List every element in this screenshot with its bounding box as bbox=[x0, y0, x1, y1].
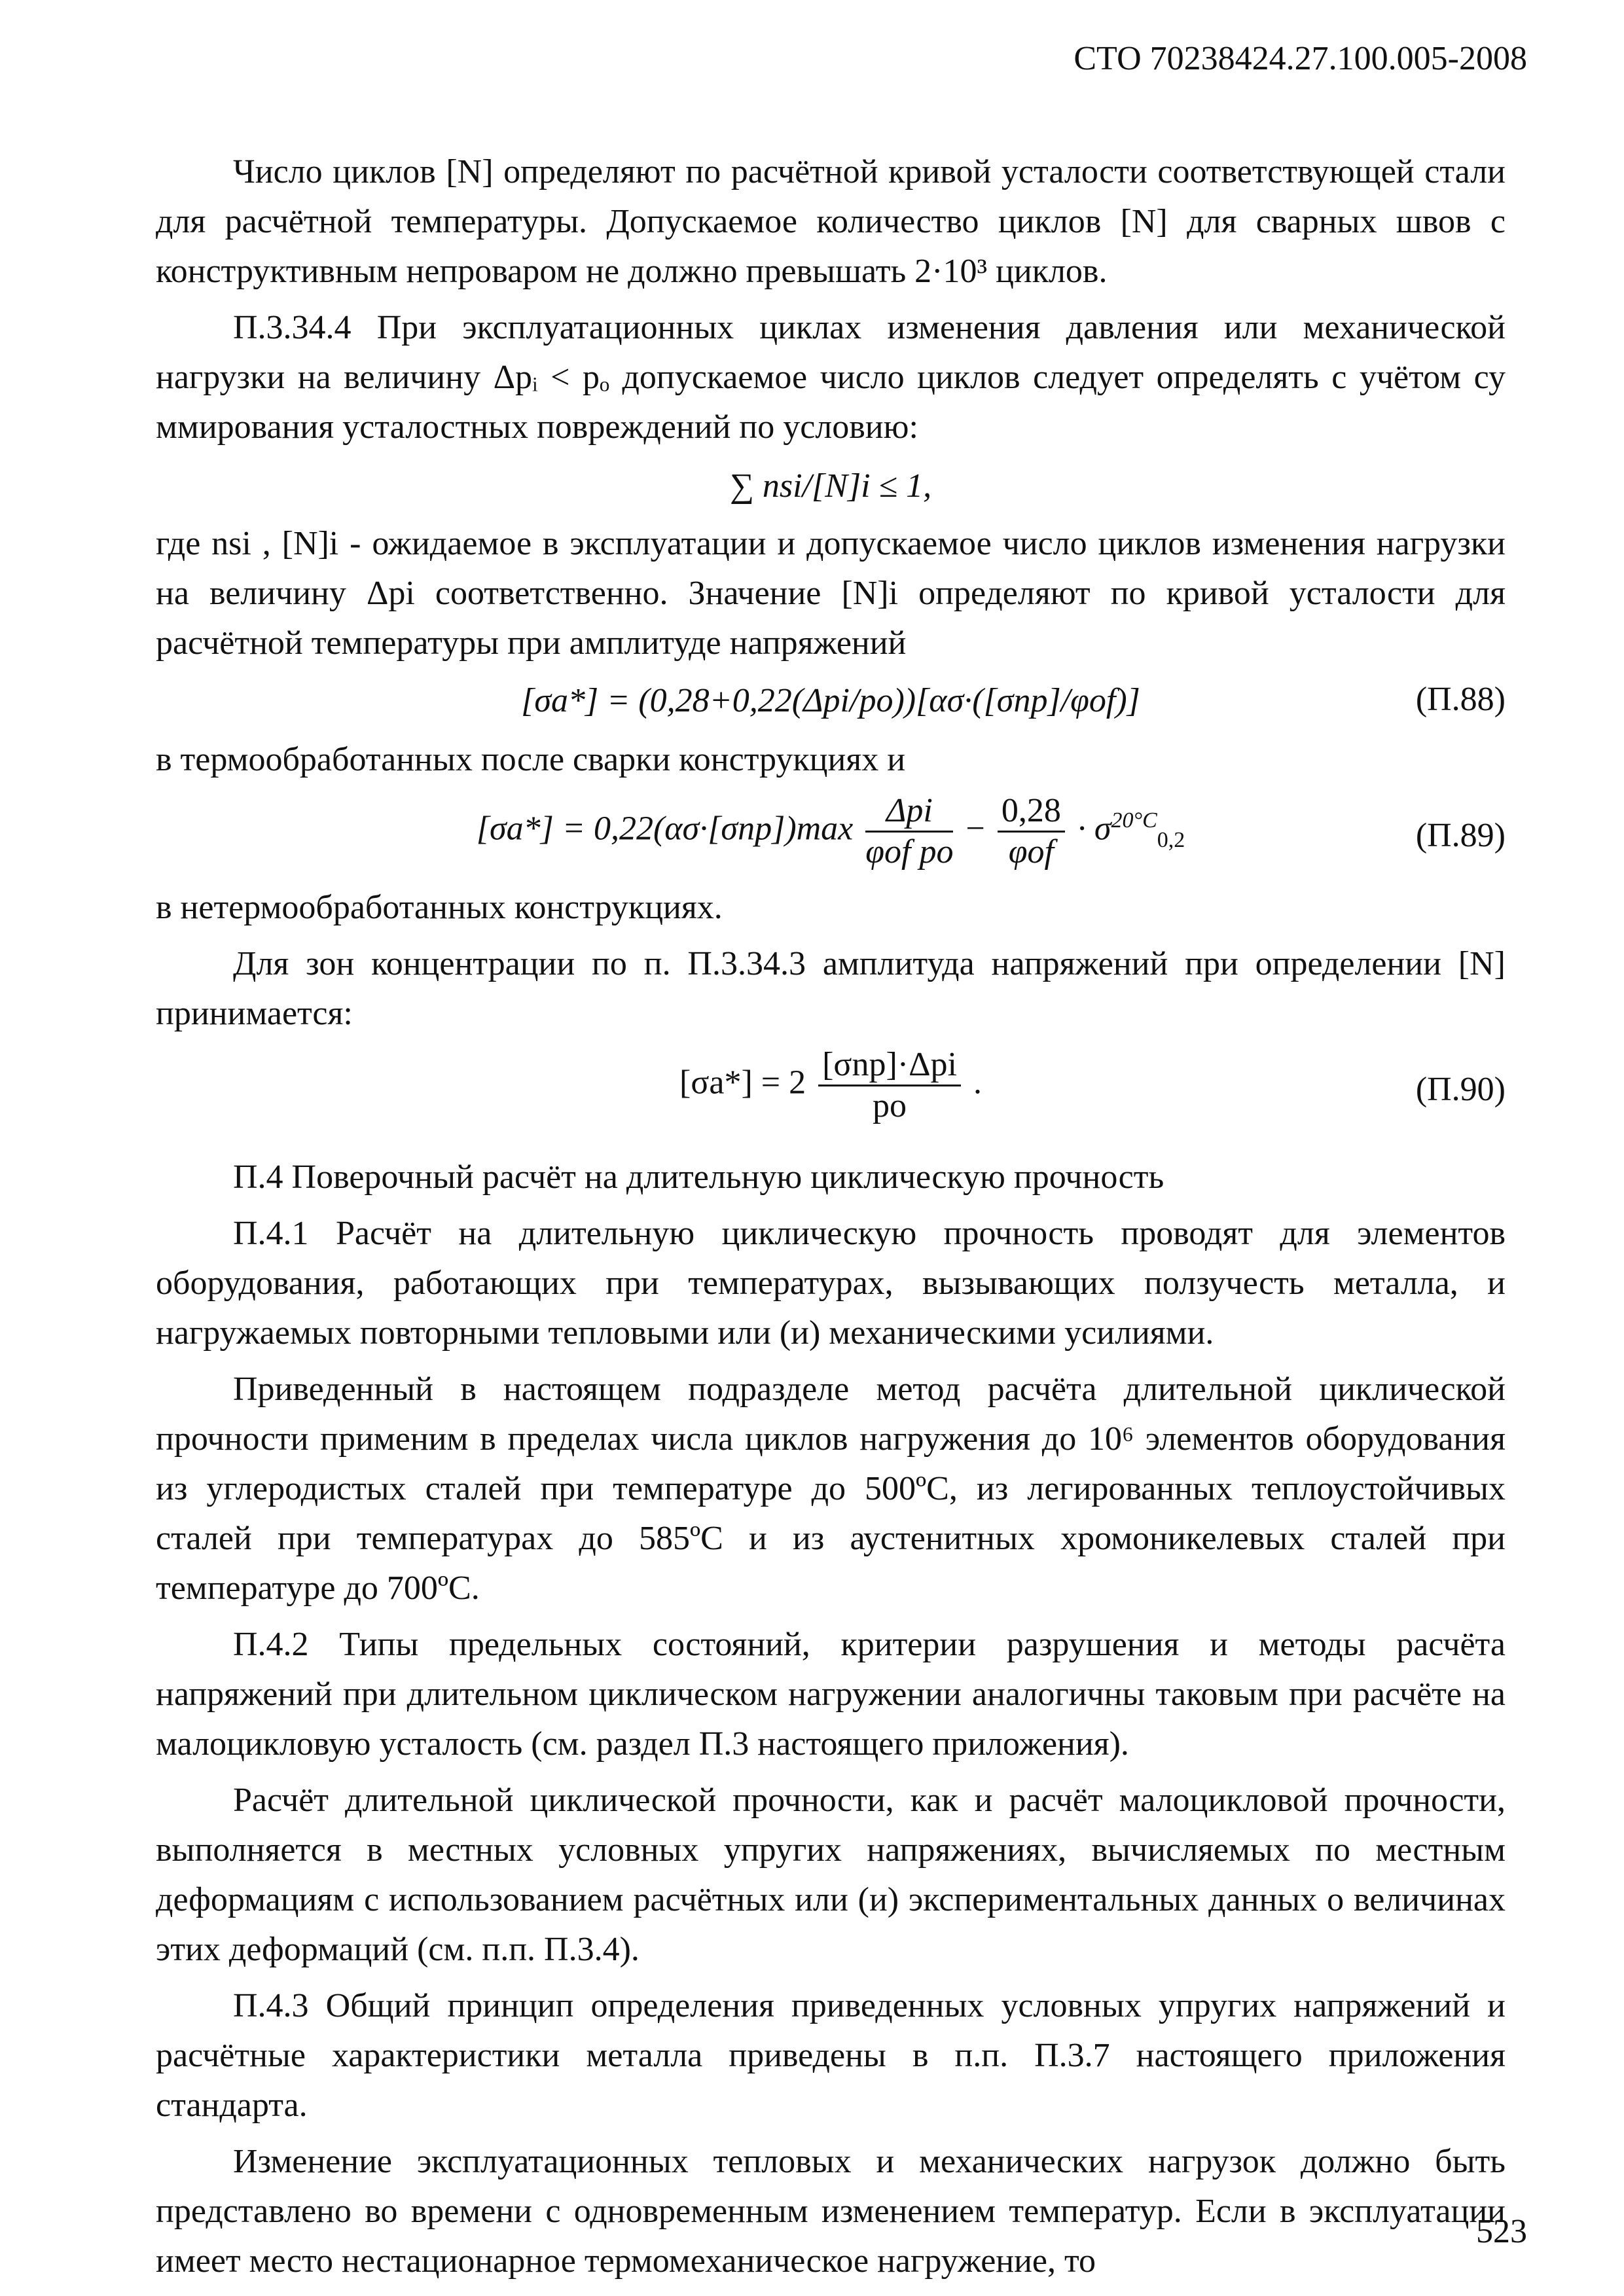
fraction-denominator: φof bbox=[1008, 833, 1054, 870]
equation-p88 bbox=[156, 675, 1506, 735]
paragraph: в нетермообработанных конструкциях. bbox=[156, 889, 723, 926]
document-header: СТО 70238424.27.100.005-2008 bbox=[1074, 40, 1527, 77]
equation-dot: . bbox=[973, 1064, 982, 1102]
equation-p89 bbox=[156, 791, 1506, 883]
page-number: 523 bbox=[1476, 2213, 1527, 2250]
equation-sum-condition bbox=[156, 459, 1506, 519]
fraction-denominator: φof po bbox=[865, 833, 954, 870]
fraction bbox=[818, 1045, 961, 1126]
equation-number: (П.88) bbox=[1415, 681, 1506, 718]
equation-lhs: [σa*] = 0,22(ασ·[σnp])max bbox=[476, 810, 854, 848]
fraction bbox=[998, 791, 1065, 872]
equation-tail: · σ bbox=[1077, 810, 1111, 848]
equation-p90 bbox=[156, 1045, 1506, 1137]
fraction-numerator: [σnp]·Δpi bbox=[818, 1045, 961, 1086]
paragraph: где nsi , [N]i - ожидаемое в эксплуатации и допускаемое число циклов изменения нагрузки на величину Δpi соответственно. Значение [N]i определяют по кривой усталости для расчётной температуры при амплитуде напряжений bbox=[156, 525, 1506, 662]
subscript: 0,2 bbox=[1157, 827, 1185, 852]
superscript: 20°C bbox=[1111, 808, 1157, 833]
paragraph: П.4.3 Общий принцип определения приведенных условных упругих напряжений и расчётные характеристики металла приведены в п.п. П.3.7 настоящего приложения стандарта. bbox=[156, 1987, 1506, 2124]
paragraph: в термообработанных после сварки конструкциях и bbox=[156, 741, 906, 778]
paragraph: П.3.34.4 При эксплуатационных циклах изменения давления или механической нагрузки на величину Δpᵢ < pₒ допускаемое число циклов следует определять с учётом су ммирования усталостных повреждений по условию: bbox=[156, 309, 1506, 446]
paragraph: Для зон концентрации по п. П.3.34.3 амплитуда напряжений при определении [N] принимается: bbox=[156, 945, 1506, 1032]
paragraph: Число циклов [N] определяют по расчётной кривой усталости соответствующей стали для расчётной температуры. Допускаемое количество циклов [N] для сварных швов с конструктивным непроваром не должно превышать 2·10³ циклов. bbox=[156, 153, 1506, 290]
document-body bbox=[156, 147, 1506, 2293]
equation-number: (П.90) bbox=[1415, 1071, 1506, 1108]
paragraph: П.4.1 Расчёт на длительную циклическую прочность проводят для элементов оборудования, работающих при температурах, вызывающих ползучесть металла, и нагружаемых повторными тепловыми или (и) механическими усилиями. bbox=[156, 1215, 1506, 1352]
fraction bbox=[865, 791, 953, 872]
equation-number: (П.89) bbox=[1415, 817, 1506, 854]
equation-lhs: [σa*] = 2 bbox=[679, 1064, 806, 1102]
equation-text: ∑ nsi/[N]i ≤ 1, bbox=[729, 467, 932, 505]
paragraph: Приведенный в настоящем подразделе метод расчёта длительной циклической прочности применим в пределах числа циклов нагружения до 10⁶ элементов оборудования из углеродистых сталей при температуре до 500ºС, из легированных теплоустойчивых сталей при температурах до 585ºС и из аустенитных хромоникелевых сталей при температуре до 700ºС. bbox=[156, 1371, 1506, 1607]
minus-sign: − bbox=[965, 810, 985, 848]
section-title: П.4 Поверочный расчёт на длительную циклическую прочность bbox=[233, 1158, 1164, 1196]
fraction-denominator: po bbox=[873, 1087, 907, 1124]
paragraph: П.4.2 Типы предельных состояний, критерии разрушения и методы расчёта напряжений при длительном циклическом нагружении аналогичны таковым при расчёте на малоцикловую усталость (см. раздел П.3 настоящего приложения). bbox=[156, 1626, 1506, 1763]
fraction-numerator: Δpi bbox=[865, 791, 953, 833]
fraction-numerator: 0,28 bbox=[998, 791, 1065, 833]
paragraph: Расчёт длительной циклической прочности, как и расчёт малоцикловой прочности, выполняется в местных условных упругих напряжениях, вычисляемых по местным деформациям с использованием расчётных или (и) экспериментальных данных о величинах этих деформаций (см. п.п. П.3.4). bbox=[156, 1782, 1506, 1968]
paragraph: Изменение эксплуатационных тепловых и механических нагрузок должно быть представлено во времени с одновременным изменением температур. Если в эксплуатации имеет место нестационарное термомеханическое нагружение, то bbox=[156, 2143, 1506, 2280]
equation-text: [σa*] = (0,28+0,22(Δpi/po))[ασ·([σnp]/φof)] bbox=[521, 682, 1140, 719]
